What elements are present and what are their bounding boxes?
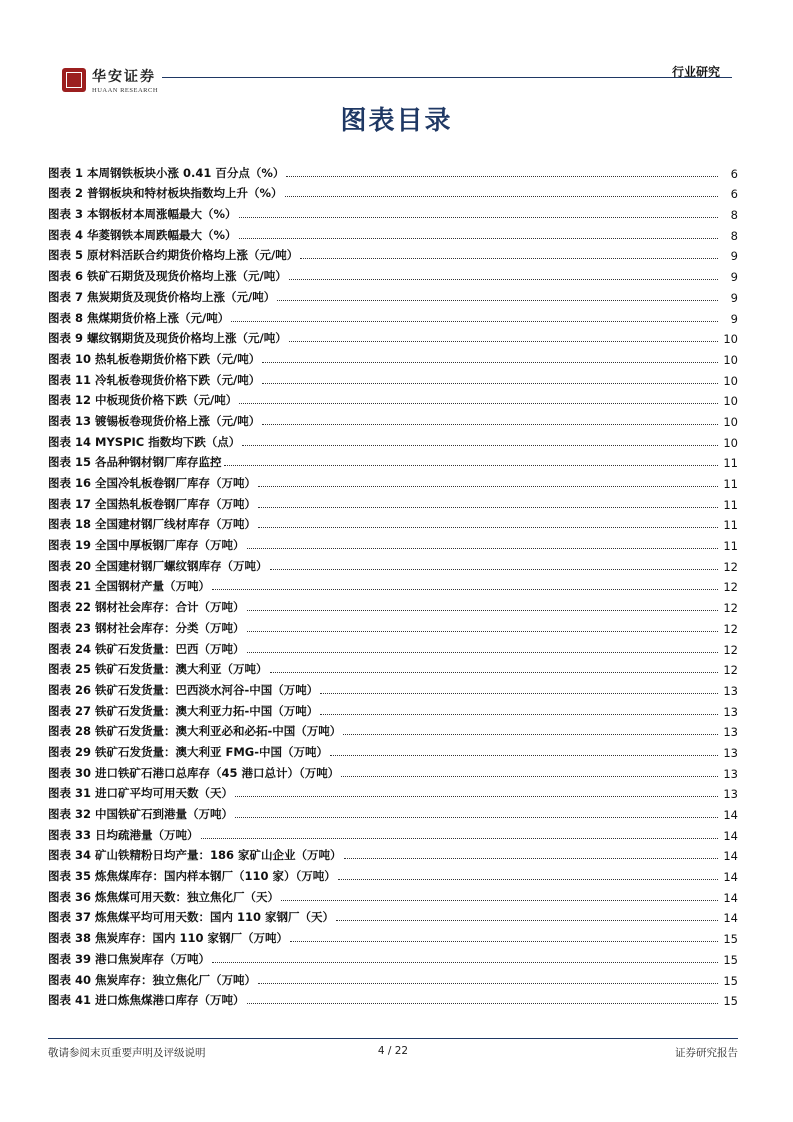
toc-entry[interactable] (48, 657, 738, 678)
toc-entry-page: 14 (723, 849, 738, 864)
toc-entry[interactable] (48, 553, 738, 574)
toc-entry[interactable] (48, 346, 738, 367)
toc-entry[interactable] (48, 160, 738, 181)
toc-entry-page: 12 (723, 621, 738, 636)
toc-entry[interactable] (48, 801, 738, 822)
toc-leader-dots (300, 258, 718, 259)
toc-entry-label[interactable]: 图表 21 全国钢材产量（万吨） (48, 579, 211, 594)
toc-entry-label[interactable]: 图表 33 日均疏港量（万吨） (48, 827, 199, 842)
toc-entry-page: 15 (723, 973, 738, 988)
toc-leader-dots (262, 362, 718, 363)
toc-entry[interactable] (48, 470, 738, 491)
toc-entry-page: 6 (730, 166, 738, 181)
toc-leader-dots (242, 445, 718, 446)
toc-leader-dots (341, 776, 718, 777)
huaan-logo-icon (62, 68, 86, 92)
toc-entry[interactable] (48, 863, 738, 884)
toc-entry-page: 10 (723, 414, 738, 429)
toc-entry-label[interactable]: 图表 2 普钢板块和特材板块指数均上升（%） (48, 186, 283, 201)
toc-entry-page: 13 (723, 725, 738, 740)
toc-entry[interactable] (48, 677, 738, 698)
toc-leader-dots (281, 900, 718, 901)
toc-leader-dots (277, 300, 718, 301)
toc-entry-label[interactable]: 图表 41 进口炼焦煤港口库存（万吨） (48, 993, 245, 1008)
toc-entry-label[interactable]: 图表 5 原材料活跃合约期货价格均上涨（元/吨） (48, 248, 299, 263)
toc-entry-page: 12 (723, 601, 738, 616)
logo-english-name: HUAAN RESEARCH (92, 87, 159, 94)
toc-entry-label[interactable]: 图表 8 焦煤期货价格上涨（元/吨） (48, 310, 230, 325)
toc-entry[interactable] (48, 988, 738, 1009)
toc-entry[interactable] (48, 574, 738, 595)
toc-entry-label[interactable]: 图表 31 进口矿平均可用天数（天） (48, 786, 234, 801)
toc-entry-label[interactable]: 图表 16 全国冷轧板卷钢厂库存（万吨） (48, 476, 257, 490)
toc-entry[interactable] (48, 429, 738, 450)
company-logo (92, 66, 158, 94)
toc-entry-label[interactable]: 图表 17 全国热轧板卷钢厂库存（万吨） (48, 496, 257, 511)
toc-entry[interactable] (48, 781, 738, 802)
toc-leader-dots (212, 589, 718, 590)
toc-entry-page: 8 (730, 208, 738, 223)
toc-leader-dots (235, 817, 718, 818)
toc-entry[interactable] (48, 615, 738, 636)
toc-entry-page: 11 (723, 477, 738, 491)
toc-leader-dots (239, 238, 718, 239)
toc-entry-label[interactable]: 图表 3 本钢板材本周涨幅最大（%） (48, 207, 237, 222)
toc-leader-dots (270, 672, 718, 673)
toc-leader-dots (258, 507, 718, 508)
toc-leader-dots (201, 838, 718, 839)
toc-entry-label[interactable]: 图表 30 进口铁矿石港口总库存（45 港口总计）（万吨） (48, 765, 340, 780)
toc-entry-label[interactable]: 图表 35 炼焦煤库存：国内样本钢厂（110 家）（万吨） (48, 869, 336, 884)
toc-entry-label[interactable]: 图表 9 螺纹钢期货及现货价格均上涨（元/吨） (48, 331, 287, 346)
toc-leader-dots (247, 548, 718, 549)
toc-entry-page: 11 (723, 497, 738, 512)
toc-entry-label[interactable]: 图表 22 钢材社会库存：合计（万吨） (48, 600, 245, 615)
toc-entry-page: 10 (723, 352, 738, 367)
toc-entry-page: 10 (723, 435, 738, 450)
toc-entry-page: 9 (730, 311, 738, 326)
toc-entry-label[interactable]: 图表 6 铁矿石期货及现货价格均上涨（元/吨） (48, 269, 287, 284)
toc-entry[interactable] (48, 263, 738, 284)
toc-leader-dots (320, 693, 718, 694)
toc-leader-dots (235, 796, 718, 797)
toc-entry[interactable] (48, 636, 738, 657)
toc-entry-label[interactable]: 图表 28 铁矿石发货量：澳大利亚必和必拓-中国（万吨） (48, 724, 342, 739)
logo-chinese-name: 华安证券 (92, 69, 156, 85)
toc-entry[interactable] (48, 719, 738, 740)
toc-entry-page: 12 (723, 642, 738, 657)
toc-entry[interactable] (48, 946, 738, 967)
toc-entry[interactable] (48, 822, 738, 843)
toc-entry-label[interactable]: 图表 7 焦炭期货及现货价格均上涨（元/吨） (48, 289, 276, 304)
toc-entry-label[interactable]: 图表 29 铁矿石发货量：澳大利亚 FMG-中国（万吨） (48, 744, 329, 759)
toc-entry-label[interactable]: 图表 27 铁矿石发货量：澳大利亚力拓-中国（万吨） (48, 703, 319, 718)
toc-entry-label[interactable]: 图表 38 焦炭库存：国内 110 家钢厂（万吨） (48, 931, 289, 946)
toc-entry-page: 12 (723, 580, 738, 595)
toc-entry-label[interactable]: 图表 34 矿山铁精粉日均产量：186 家矿山企业（万吨） (48, 848, 342, 863)
toc-entry-label[interactable]: 图表 40 焦炭库存：独立焦化厂（万吨） (48, 972, 257, 987)
page-number: 4 / 22 (377, 1045, 409, 1057)
toc-entry-page: 12 (723, 559, 738, 574)
page-header (62, 62, 732, 98)
table-of-figures (48, 160, 738, 1008)
toc-leader-dots (247, 652, 718, 653)
toc-leader-dots (247, 1003, 718, 1004)
toc-leader-dots (289, 341, 718, 342)
toc-entry[interactable] (48, 388, 738, 409)
toc-entry-label[interactable]: 图表 20 全国建材钢厂螺纹钢库存（万吨） (48, 558, 268, 573)
toc-leader-dots (270, 569, 718, 570)
toc-entry-page: 10 (723, 394, 738, 409)
toc-entry[interactable] (48, 284, 738, 305)
toc-leader-dots (285, 196, 718, 197)
toc-entry-label[interactable]: 图表 1 本周钢铁板块小涨 0.41 百分点（%） (48, 165, 285, 180)
toc-entry-label[interactable]: 图表 13 镀锡板卷现货价格上涨（元/吨） (48, 413, 261, 428)
toc-entry-label[interactable]: 图表 25 铁矿石发货量：澳大利亚（万吨） (48, 662, 268, 677)
toc-leader-dots (262, 383, 718, 384)
toc-leader-dots (247, 631, 718, 632)
toc-entry-label[interactable]: 图表 37 炼焦煤平均可用天数：国内 110 家钢厂（天） (48, 910, 335, 925)
toc-entry-page: 9 (730, 270, 738, 285)
toc-entry-page: 10 (723, 373, 738, 388)
toc-entry-label[interactable]: 图表 26 铁矿石发货量：巴西淡水河谷-中国（万吨） (48, 682, 319, 697)
toc-entry-label[interactable]: 图表 11 冷轧板卷现货价格下跌（元/吨） (48, 372, 261, 387)
toc-entry-page: 8 (730, 228, 738, 243)
toc-entry[interactable] (48, 905, 738, 926)
toc-entry-page: 6 (730, 187, 738, 202)
toc-entry-label[interactable]: 图表 19 全国中厚板钢厂库存（万吨） (48, 538, 245, 553)
toc-entry[interactable] (48, 739, 738, 760)
toc-leader-dots (262, 424, 718, 425)
toc-entry[interactable] (48, 925, 738, 946)
toc-entry-page: 15 (723, 952, 738, 967)
report-type: 证券研究报告 (675, 1047, 738, 1059)
toc-entry-page: 12 (723, 663, 738, 678)
toc-entry[interactable] (48, 760, 738, 781)
toc-leader-dots (338, 879, 718, 880)
header-divider (162, 77, 732, 78)
toc-entry-page: 10 (723, 332, 738, 347)
toc-leader-dots (239, 403, 718, 404)
toc-leader-dots (343, 734, 718, 735)
toc-entry-page: 13 (723, 683, 738, 698)
toc-entry-label[interactable]: 图表 15 各品种钢材钢厂库存监控 (48, 455, 222, 470)
page-title: 图表目录 (340, 106, 453, 136)
toc-leader-dots (258, 527, 718, 528)
toc-leader-dots (258, 486, 718, 487)
toc-entry-page: 15 (723, 932, 738, 947)
toc-entry-page: 9 (730, 290, 738, 305)
toc-entry[interactable] (48, 367, 738, 388)
toc-entry[interactable] (48, 512, 738, 533)
toc-entry-page: 14 (723, 808, 738, 822)
toc-entry-label[interactable]: 图表 14 MYSPIC 指数均下跌（点） (48, 434, 241, 449)
toc-entry[interactable] (48, 181, 738, 202)
toc-entry-label[interactable]: 图表 18 全国建材钢厂线材库存（万吨） (48, 517, 257, 532)
toc-entry-page: 14 (723, 828, 738, 843)
toc-entry-page: 13 (723, 787, 738, 802)
toc-leader-dots (224, 465, 718, 466)
toc-entry-page: 14 (723, 870, 738, 885)
toc-entry-label[interactable]: 图表 39 港口焦炭库存（万吨） (48, 951, 211, 966)
toc-entry-label[interactable]: 图表 32 中国铁矿石到港量（万吨） (48, 807, 234, 821)
section-label: 行业研究 (671, 65, 720, 79)
toc-entry-page: 14 (723, 911, 738, 926)
toc-leader-dots (330, 755, 718, 756)
toc-entry[interactable] (48, 243, 738, 264)
toc-entry-page: 13 (723, 745, 738, 760)
page-footer (48, 1038, 738, 1065)
toc-entry-page: 9 (730, 249, 738, 264)
toc-entry-page: 11 (723, 456, 738, 471)
toc-entry[interactable] (48, 450, 738, 471)
footer-divider (48, 1038, 738, 1039)
toc-entry[interactable] (48, 305, 738, 326)
toc-leader-dots (320, 714, 718, 715)
toc-leader-dots (286, 176, 718, 177)
toc-entry[interactable] (48, 884, 738, 905)
toc-entry-label[interactable]: 图表 10 热轧板卷期货价格下跌（元/吨） (48, 351, 261, 366)
toc-entry[interactable] (48, 408, 738, 429)
toc-entry[interactable] (48, 201, 738, 222)
toc-entry-label[interactable]: 图表 36 炼焦煤可用天数：独立焦化厂（天） (48, 889, 280, 904)
toc-entry-label[interactable]: 图表 24 铁矿石发货量：巴西（万吨） (48, 641, 245, 656)
toc-entry[interactable] (48, 967, 738, 988)
toc-leader-dots (289, 279, 718, 280)
toc-leader-dots (258, 983, 718, 984)
toc-entry-label[interactable]: 图表 12 中板现货价格下跌（元/吨） (48, 393, 238, 408)
toc-leader-dots (290, 941, 718, 942)
toc-leader-dots (239, 217, 718, 218)
toc-entry[interactable] (48, 491, 738, 512)
toc-entry-page: 11 (723, 539, 738, 554)
toc-leader-dots (336, 920, 718, 921)
toc-entry-page: 13 (723, 766, 738, 781)
toc-entry[interactable] (48, 698, 738, 719)
toc-entry-page: 13 (723, 704, 738, 719)
toc-entry[interactable] (48, 843, 738, 864)
toc-entry[interactable] (48, 326, 738, 347)
toc-leader-dots (344, 858, 718, 859)
toc-entry-label[interactable]: 图表 4 华菱钢铁本周跌幅最大（%） (48, 227, 237, 242)
toc-leader-dots (247, 610, 718, 611)
toc-entry[interactable] (48, 594, 738, 615)
toc-leader-dots (212, 962, 718, 963)
toc-leader-dots (231, 321, 718, 322)
toc-entry-label[interactable]: 图表 23 钢材社会库存：分类（万吨） (48, 620, 245, 635)
toc-entry-page: 15 (723, 994, 738, 1009)
footer-disclaimer: 敬请参阅末页重要声明及评级说明 (48, 1047, 206, 1059)
toc-entry-page: 11 (723, 518, 738, 533)
toc-entry[interactable] (48, 222, 738, 243)
toc-entry[interactable] (48, 532, 738, 553)
toc-entry-page: 14 (723, 890, 738, 905)
